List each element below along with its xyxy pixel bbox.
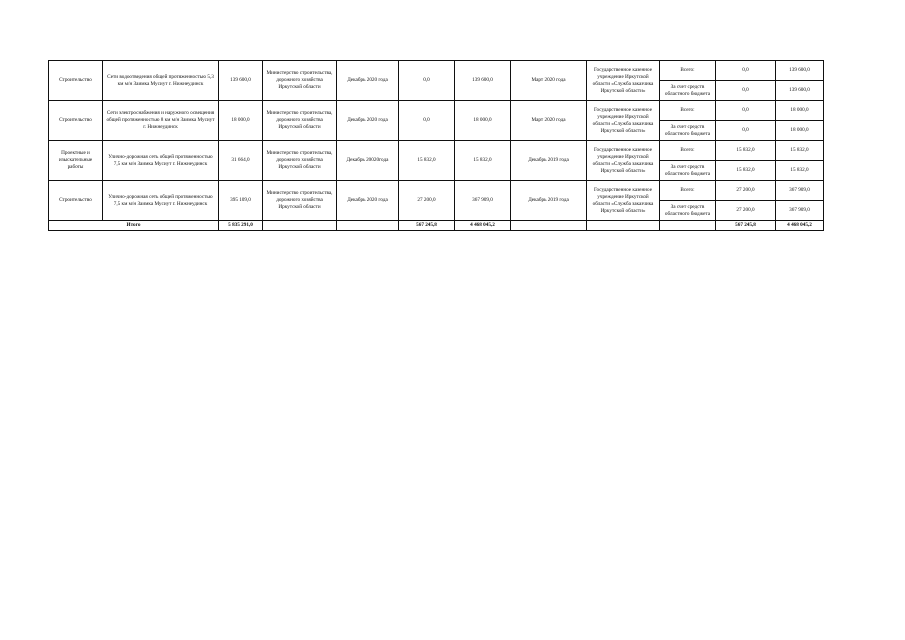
fin-total-b: 15 832,0: [776, 141, 824, 161]
fin-budget-a: 0,0: [716, 81, 776, 101]
customer-cell: Министерство строительства, дорожного хозяйства Иркутской области: [263, 61, 337, 101]
amount-a-cell: 15 832,0: [399, 141, 455, 181]
fin-total-a: 27 200,0: [716, 181, 776, 201]
fin-budget-a: 0,0: [716, 121, 776, 141]
fin-total-label: Всего:: [660, 141, 716, 161]
fin-budget-b: 15 832,0: [776, 161, 824, 181]
start-cell: Декабрь 2019 года: [511, 181, 587, 221]
amount-a-cell: 0,0: [399, 101, 455, 141]
totals-label: Итого: [49, 221, 219, 231]
executor-cell: Государственное казенное учреждение Иркутской области «Служба заказчика Иркутской области»: [587, 141, 660, 181]
customer-cell: Министерство строительства, дорожного хозяйства Иркутской области: [263, 181, 337, 221]
totals-fin-b: 4 468 045,2: [776, 221, 824, 231]
executor-cell: Государственное казенное учреждение Иркутской области «Служба заказчика Иркутской области»: [587, 61, 660, 101]
start-cell: Март 2020 года: [511, 61, 587, 101]
fin-budget-b: 18 000,0: [776, 121, 824, 141]
amount-b-cell: 15 832,0: [455, 141, 511, 181]
fin-total-label: Всего:: [660, 181, 716, 201]
amount-b-cell: 18 000,0: [455, 101, 511, 141]
deadline-cell: Декабрь 2020 года: [337, 101, 399, 141]
deadline-cell: Декабрь 2020 года: [337, 61, 399, 101]
estimated-cost-cell: 139 600,0: [219, 61, 263, 101]
fin-budget-label: За счет средств областного бюджета: [660, 201, 716, 221]
fin-total-b: 367 909,0: [776, 181, 824, 201]
start-cell: Март 2020 года: [511, 101, 587, 141]
fin-total-a: 15 832,0: [716, 141, 776, 161]
investment-table: [48, 60, 824, 231]
empty-cell: [660, 221, 716, 231]
fin-total-label: Всего:: [660, 61, 716, 81]
estimated-cost-cell: 18 000,0: [219, 101, 263, 141]
work-type-cell: Проектные и изыскательные работы: [49, 141, 103, 181]
amount-b-cell: 139 600,0: [455, 61, 511, 101]
deadline-cell: Декабрь 2020 года: [337, 181, 399, 221]
fin-total-b: 18 000,0: [776, 101, 824, 121]
fin-budget-b: 139 600,0: [776, 81, 824, 101]
executor-cell: Государственное казенное учреждение Иркутской области «Служба заказчика Иркутской области»: [587, 181, 660, 221]
fin-budget-label: За счет средств областного бюджета: [660, 161, 716, 181]
empty-cell: [511, 221, 587, 231]
table-row: [49, 181, 824, 201]
fin-budget-a: 27 200,0: [716, 201, 776, 221]
fin-total-a: 0,0: [716, 101, 776, 121]
start-cell: Декабрь 2019 года: [511, 141, 587, 181]
fin-total-a: 0,0: [716, 61, 776, 81]
empty-cell: [587, 221, 660, 231]
fin-total-label: Всего:: [660, 101, 716, 121]
fin-budget-label: За счет средств областного бюджета: [660, 81, 716, 101]
executor-cell: Государственное казенное учреждение Иркутской области «Служба заказчика Иркутской области»: [587, 101, 660, 141]
object-name-cell: Улично-дорожная сеть общей протяженностью 7,5 км м/н Заимка Мусиут г. Нижнеудинск: [103, 181, 219, 221]
fin-budget-a: 15 832,0: [716, 161, 776, 181]
work-type-cell: Строительство: [49, 101, 103, 141]
work-type-cell: Строительство: [49, 181, 103, 221]
fin-total-b: 139 600,0: [776, 61, 824, 81]
fin-budget-label: За счет средств областного бюджета: [660, 121, 716, 141]
work-type-cell: Строительство: [49, 61, 103, 101]
totals-row: [49, 221, 824, 231]
estimated-cost-cell: 395 109,0: [219, 181, 263, 221]
table-row: [49, 101, 824, 121]
totals-fin-a: 567 245,8: [716, 221, 776, 231]
amount-a-cell: 0,0: [399, 61, 455, 101]
object-name-cell: Улично-дорожная сеть общей протяженностью 7,5 км м/н Заимка Мусиут г. Нижнеудинск: [103, 141, 219, 181]
deadline-cell: Декабрь 20020года: [337, 141, 399, 181]
estimated-cost-cell: 31 664,0: [219, 141, 263, 181]
empty-cell: [337, 221, 399, 231]
totals-amount-b: 4 468 045,2: [455, 221, 511, 231]
empty-cell: [263, 221, 337, 231]
fin-budget-b: 367 909,0: [776, 201, 824, 221]
customer-cell: Министерство строительства, дорожного хозяйства Иркутской области: [263, 101, 337, 141]
table-row: [49, 61, 824, 81]
totals-cost: 5 835 291,0: [219, 221, 263, 231]
amount-a-cell: 27 200,0: [399, 181, 455, 221]
table-row: [49, 141, 824, 161]
amount-b-cell: 367 909,0: [455, 181, 511, 221]
customer-cell: Министерство строительства, дорожного хозяйства Иркутской области: [263, 141, 337, 181]
totals-amount-a: 567 245,8: [399, 221, 455, 231]
object-name-cell: Сети водоотведения общей протяженностью 5,3 км м/н Заимка Мусиут г. Нижнеудинск: [103, 61, 219, 101]
object-name-cell: Сети электроснабжения и наружного освещения общей протяженностью 8 км м/н Заимка Мусиут г. Нижнеудинск: [103, 101, 219, 141]
